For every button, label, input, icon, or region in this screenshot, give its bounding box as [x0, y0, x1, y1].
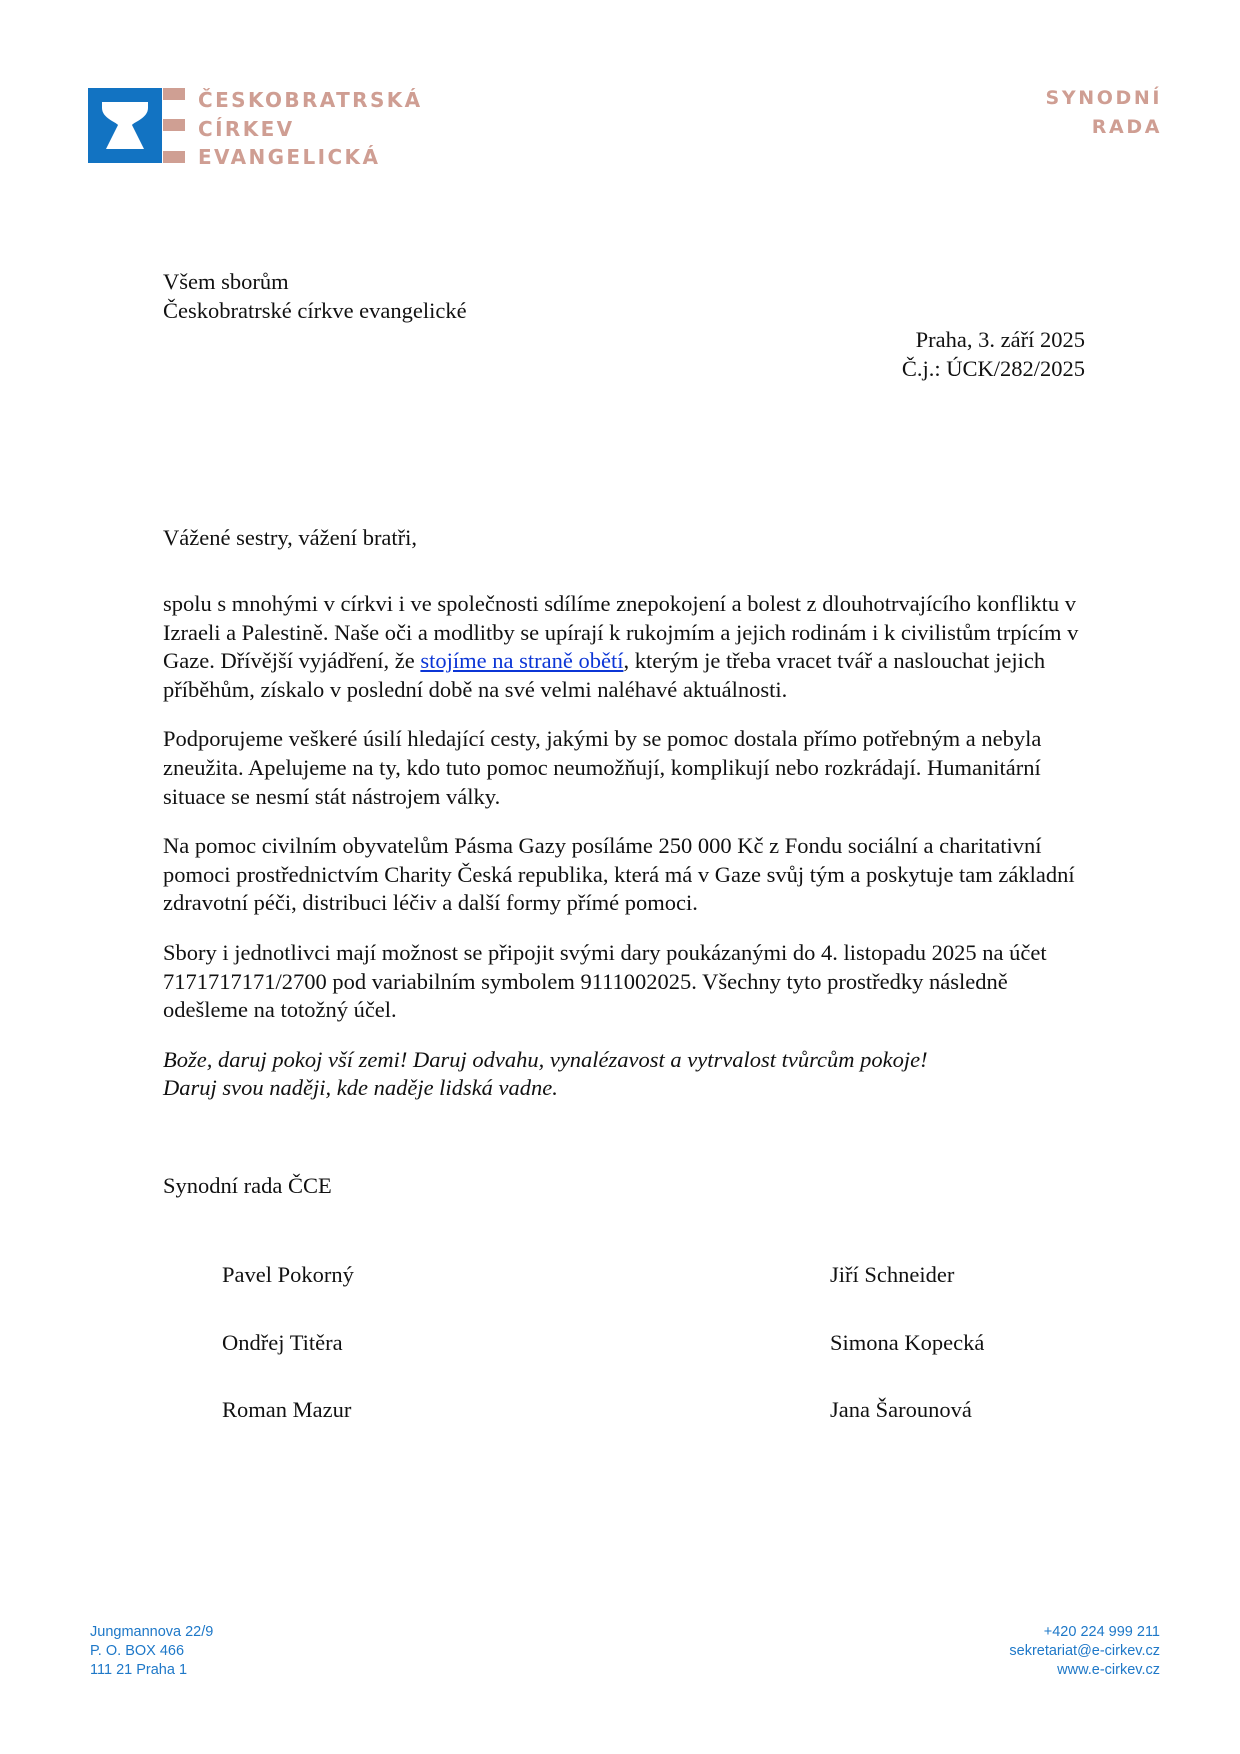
paragraph-3: Na pomoc civilním obyvatelům Pásma Gazy posíláme 250 000 Kč z Fondu sociální a charitativní pomoci prostřednictvím Charity Česká republika, která má v Gaze svůj tým a poskytuje tam základní zdravotní péči, distribuci léčiv a další formy přímé pomoci.	[163, 833, 1075, 916]
signatories	[222, 1261, 1052, 1464]
department-line: RADA	[1091, 116, 1162, 138]
signature-row	[222, 1396, 1052, 1464]
place-date: Praha, 3. září 2025	[915, 327, 1085, 352]
logo-bar	[163, 119, 185, 131]
signatory-name: Ondřej Titěra	[222, 1329, 343, 1355]
statement-link[interactable]: stojíme na straně obětí	[420, 648, 624, 674]
logo-bar	[163, 151, 185, 163]
addressee-line: Českobratrské církve evangelické	[163, 297, 467, 323]
signature-row	[222, 1329, 1052, 1397]
logo-wordmark	[198, 86, 423, 172]
paragraph-1	[163, 590, 1093, 704]
logo-square	[88, 88, 162, 163]
closing-signature: Synodní rada ČCE	[163, 1173, 332, 1198]
signatory-name: Jiří Schneider	[830, 1262, 955, 1287]
footer-address	[90, 1623, 213, 1680]
salutation: Vážené sestry, vážení bratři,	[163, 525, 418, 550]
signatory-name: Simona Kopecká	[830, 1329, 985, 1355]
logo-line: ČESKOBRATRSKÁ	[198, 88, 423, 112]
date-reference-block	[902, 326, 1085, 383]
signatory-name: Jana Šarounová	[830, 1397, 972, 1422]
email-address[interactable]: sekretariat@e-cirkev.cz	[1009, 1643, 1160, 1659]
address-line: P. O. BOX 466	[90, 1643, 185, 1659]
logo-line: CÍRKEV	[198, 116, 295, 141]
addressee-line: Všem sborům	[163, 269, 289, 294]
paragraph-text: , kterým je třeba vracet tvář a naslouchat jejich příběhům, získalo v poslední době na své velmi naléhavé aktuálnosti.	[163, 648, 1046, 702]
sender-department	[1046, 84, 1162, 142]
church-logo	[88, 88, 428, 169]
prayer-line: Bože, daruj pokoj vší zemi! Daruj odvahu, vynalézavost a vytrvalost tvůrcům pokoje!	[163, 1046, 928, 1072]
department-line: SYNODNÍ	[1045, 87, 1162, 109]
website-link[interactable]: www.e-cirkev.cz	[1057, 1662, 1160, 1678]
prayer	[163, 1046, 1093, 1103]
logo-bar	[163, 88, 185, 100]
footer-contact	[1009, 1623, 1160, 1680]
signatory-name: Roman Mazur	[222, 1397, 352, 1422]
address-line: Jungmannova 22/9	[90, 1624, 214, 1640]
signature-row	[222, 1261, 1052, 1329]
paragraph-text: spolu s mnohými v církvi i ve společnosti sdílíme znepokojení a bolest z dlouhotrvajícího konfliktu v Izraeli a Palestině. Naše oči a modlitby se upírají k rukojmím a jejich rodinám i k civilistům trpícím v Gaze. Dřívější vyjádření, že	[163, 591, 1079, 674]
reference-number: Č.j.: ÚCK/282/2025	[901, 355, 1085, 381]
letter-body	[163, 590, 1093, 1124]
phone-number: +420 224 999 211	[1043, 1624, 1160, 1640]
paragraph-4: Sbory i jednotlivci mají možnost se připojit svými dary poukázanými do 4. listopadu 2025 na účet 7171717171/2700 pod variabilním symbolem 9111002025. Všechny tyto prostředky následně odešleme na totožný účel.	[163, 939, 1047, 1023]
chalice-icon	[88, 88, 162, 163]
prayer-line: Daruj svou naději, kde naděje lidská vadne.	[163, 1075, 558, 1101]
address-line: 111 21 Praha 1	[90, 1662, 188, 1678]
paragraph-2: Podporujeme veškeré úsilí hledající cesty, jakými by se pomoc dostala přímo potřebným a nebyla zneužita. Apelujeme na ty, kdo tuto pomoc neumožňují, komplikují nebo rozkrádají. Humanitární situace se nesmí stát nástrojem války.	[163, 726, 1042, 809]
addressee-block	[163, 268, 467, 325]
logo-line: EVANGELICKÁ	[198, 145, 381, 169]
signatory-name: Pavel Pokorný	[222, 1262, 354, 1287]
